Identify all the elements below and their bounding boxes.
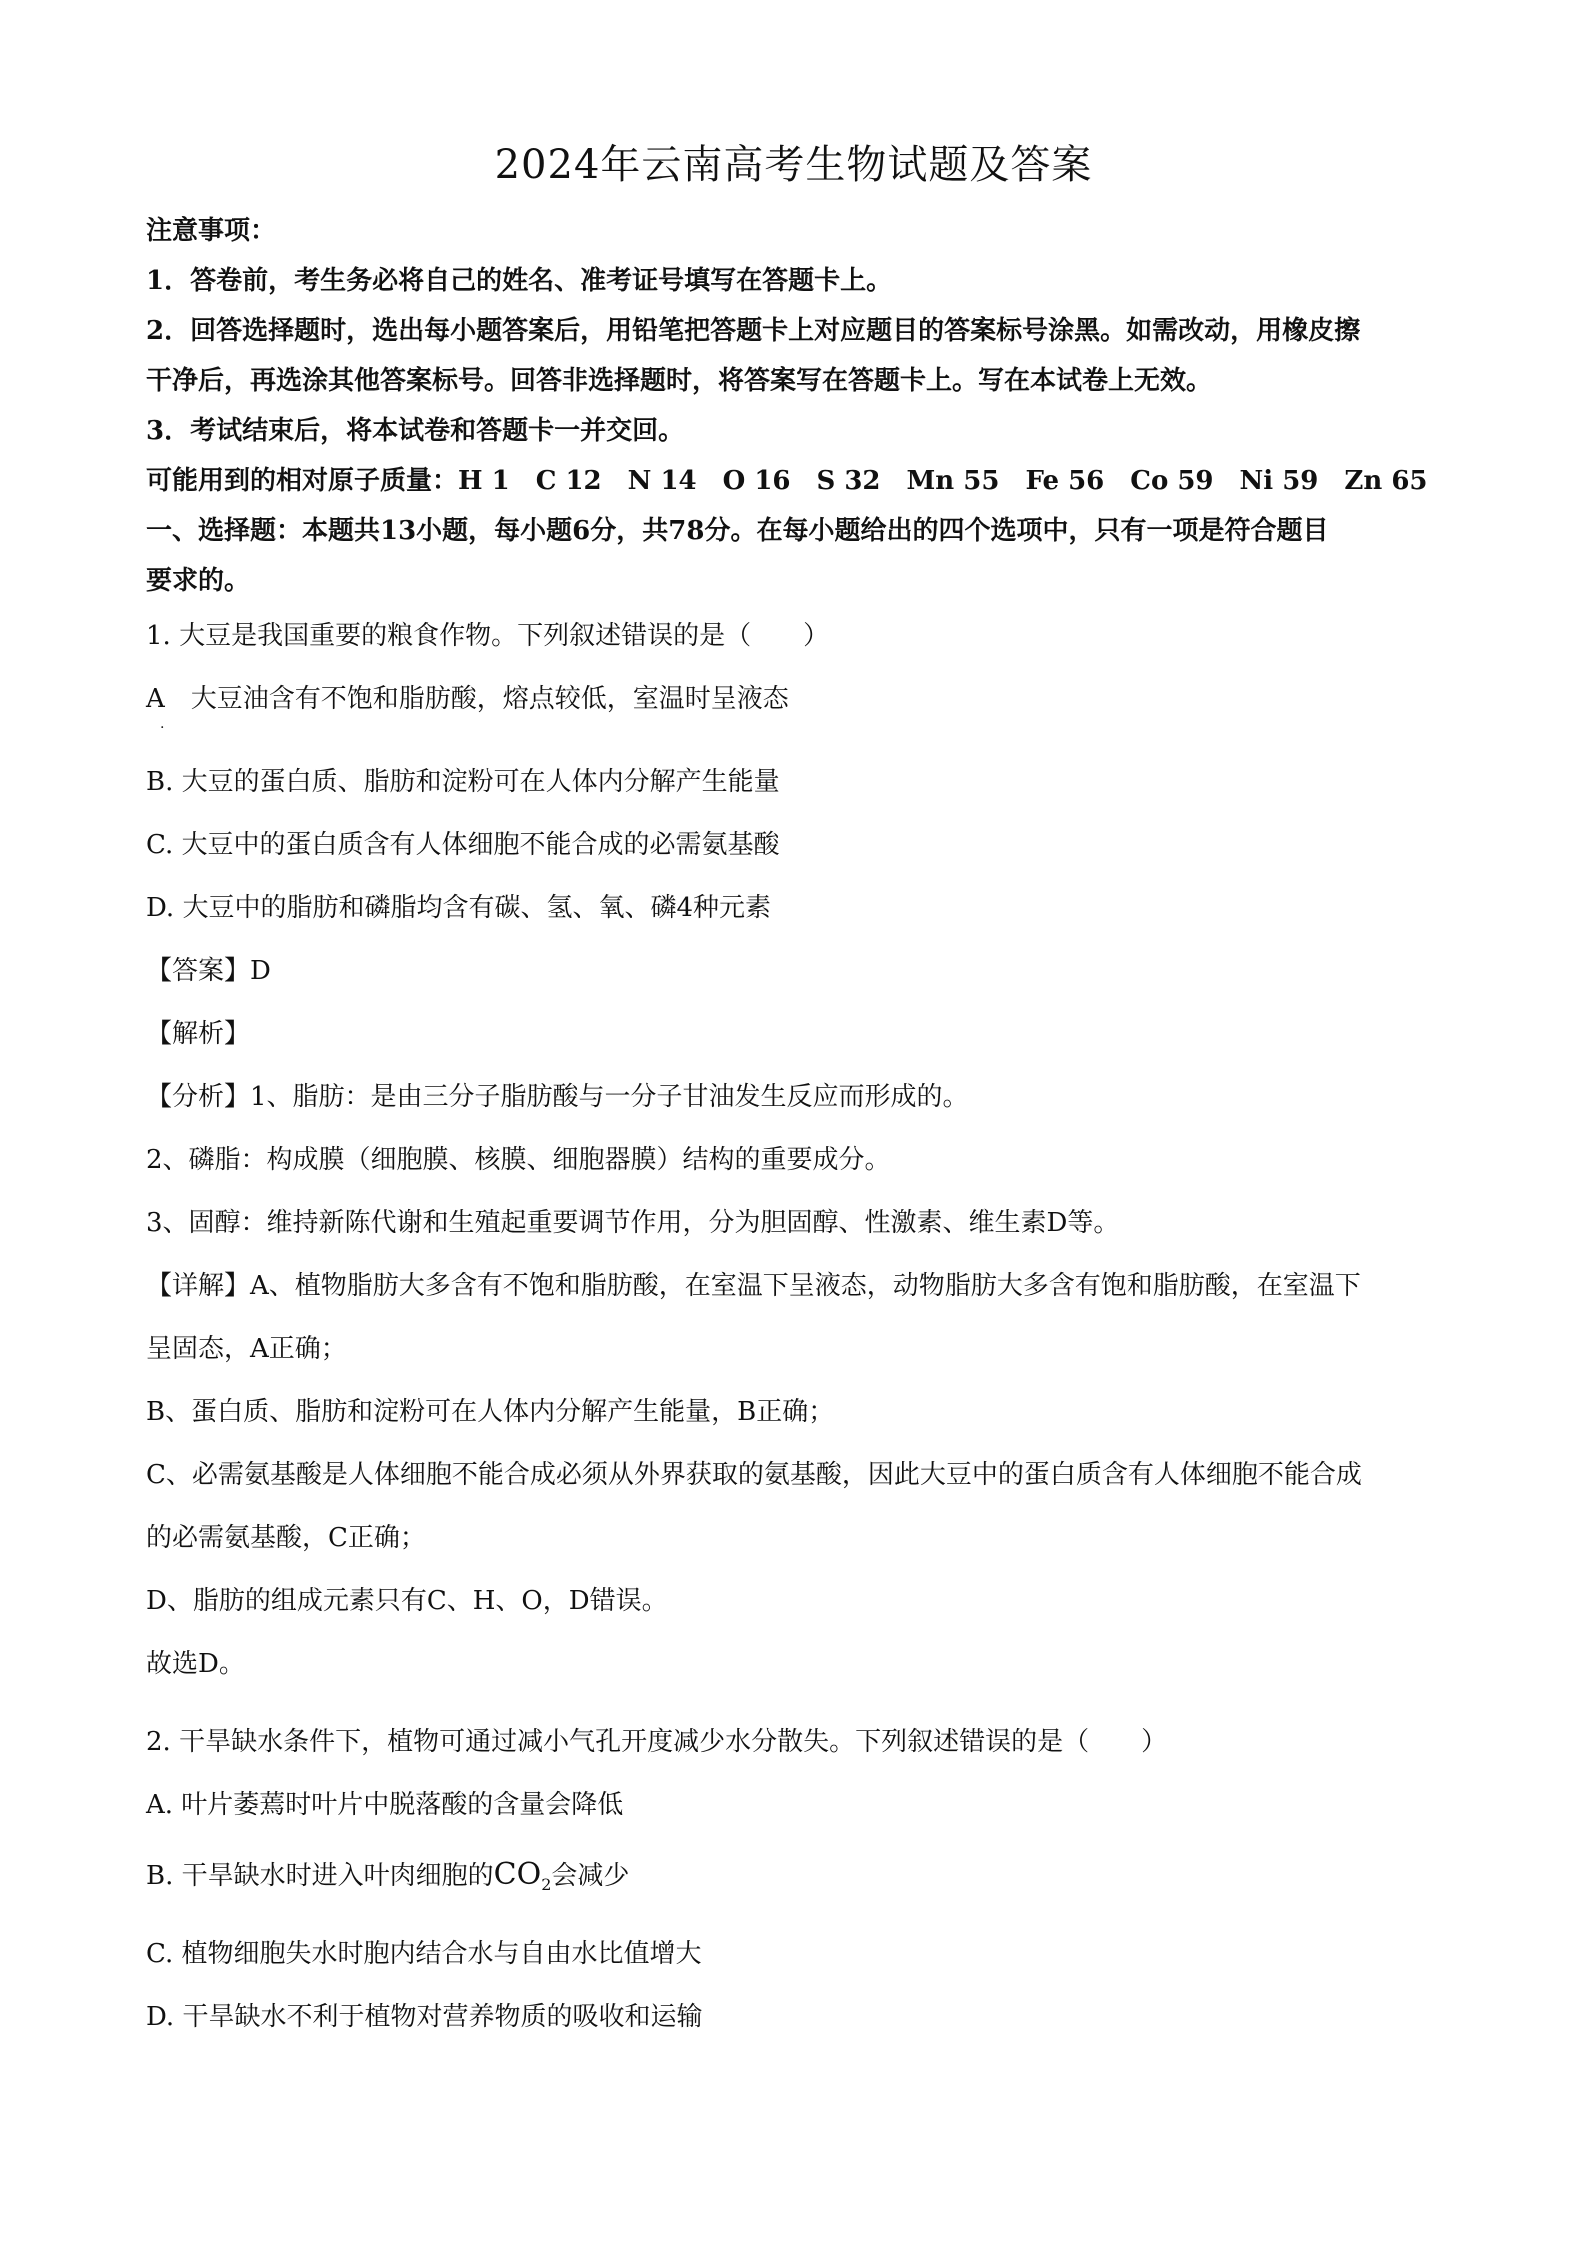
q1-option-a-dot: . (160, 716, 165, 732)
q1-analysis-1: 【分析】1、脂肪：是由三分子脂肪酸与一分子甘油发生反应而形成的。 (146, 1082, 969, 1112)
section-heading-line-2: 要求的。 (146, 566, 251, 596)
q1-analysis-2: 2、磷脂：构成膜（细胞膜、核膜、细胞器膜）结构的重要成分。 (146, 1145, 891, 1175)
notice-item-2-cont: 干净后，再选涂其他答案标号。回答非选择题时，将答案写在答题卡上。写在本试卷上无效。 (146, 366, 1213, 396)
q1-detail-1-cont: 呈固态，A正确； (146, 1334, 347, 1364)
notice-item-3: 3．考试结束后，将本试卷和答题卡一并交回。 (146, 416, 685, 446)
q2-option-c: C. 植物细胞失水时胞内结合水与自由水比值增大 (146, 1939, 702, 1969)
co2-formula: CO (493, 1857, 542, 1892)
section-heading-line-1: 一、选择题：本题共13小题，每小题6分，共78分。在每小题给出的四个选项中，只有一项是符合题目 (146, 516, 1329, 546)
q2-stem: 2. 干旱缺水条件下，植物可通过减小气孔开度减少水分散失。下列叙述错误的是（ ） (146, 1727, 1168, 1757)
q1-option-b: B. 大豆的蛋白质、脂肪和淀粉可在人体内分解产生能量 (146, 767, 780, 797)
q1-answer: 【答案】D (146, 956, 271, 986)
notice-item-1: 1．答卷前，考生务必将自己的姓名、准考证号填写在答题卡上。 (146, 266, 893, 296)
q1-analysis-3: 3、固醇：维持新陈代谢和生殖起重要调节作用，分为胆固醇、性激素、维生素D等。 (146, 1208, 1120, 1238)
q1-option-c: C. 大豆中的蛋白质含有人体细胞不能合成的必需氨基酸 (146, 830, 780, 860)
q1-detail-c: C、必需氨基酸是人体细胞不能合成必须从外界获取的氨基酸，因此大豆中的蛋白质含有人体细胞不能合成 (146, 1460, 1362, 1490)
notice-item-2: 2．回答选择题时，选出每小题答案后，用铅笔把答题卡上对应题目的答案标号涂黑。如需改动，用橡皮擦 (146, 316, 1361, 346)
q1-option-d: D. 大豆中的脂肪和磷脂均含有碳、氢、氧、磷4种元素 (146, 893, 771, 923)
q2-option-b-prefix: B. 干旱缺水时进入叶肉细胞的 (146, 1861, 494, 1891)
q1-detail-b: B、蛋白质、脂肪和淀粉可在人体内分解产生能量，B正确； (146, 1397, 835, 1427)
q1-detail-1: 【详解】A、植物脂肪大多含有不饱和脂肪酸，在室温下呈液态，动物脂肪大多含有饱和脂肪酸，在室温下 (146, 1271, 1361, 1301)
notice-heading: 注意事项： (146, 216, 277, 246)
q1-stem: 1. 大豆是我国重要的粮食作物。下列叙述错误的是（ ） (146, 621, 830, 651)
q2-option-b (146, 1857, 629, 1903)
q2-option-a: A. 叶片萎蔫时叶片中脱落酸的含量会降低 (146, 1790, 624, 1820)
q1-analysis-heading: 【解析】 (146, 1019, 251, 1049)
q1-detail-d: D、脂肪的组成元素只有C、H、O，D错误。 (146, 1586, 668, 1616)
q1-conclusion: 故选D。 (146, 1649, 245, 1679)
q2-option-b-suffix: 会减少 (551, 1861, 630, 1891)
q2-option-d: D. 干旱缺水不利于植物对营养物质的吸收和运输 (146, 2002, 703, 2032)
co2-subscript: 2 (541, 1875, 552, 1895)
q1-option-a: A 大豆油含有不饱和脂肪酸，熔点较低，室温时呈液态 (146, 684, 789, 714)
page-title: 2024年云南高考生物试题及答案 (494, 142, 1093, 188)
atomic-mass-line: 可能用到的相对原子质量：H 1 C 12 N 14 O 16 S 32 Mn 55 Fe 56 Co 59 Ni 59 Zn 65 (146, 466, 1428, 496)
q1-detail-c-cont: 的必需氨基酸，C正确； (146, 1523, 426, 1553)
